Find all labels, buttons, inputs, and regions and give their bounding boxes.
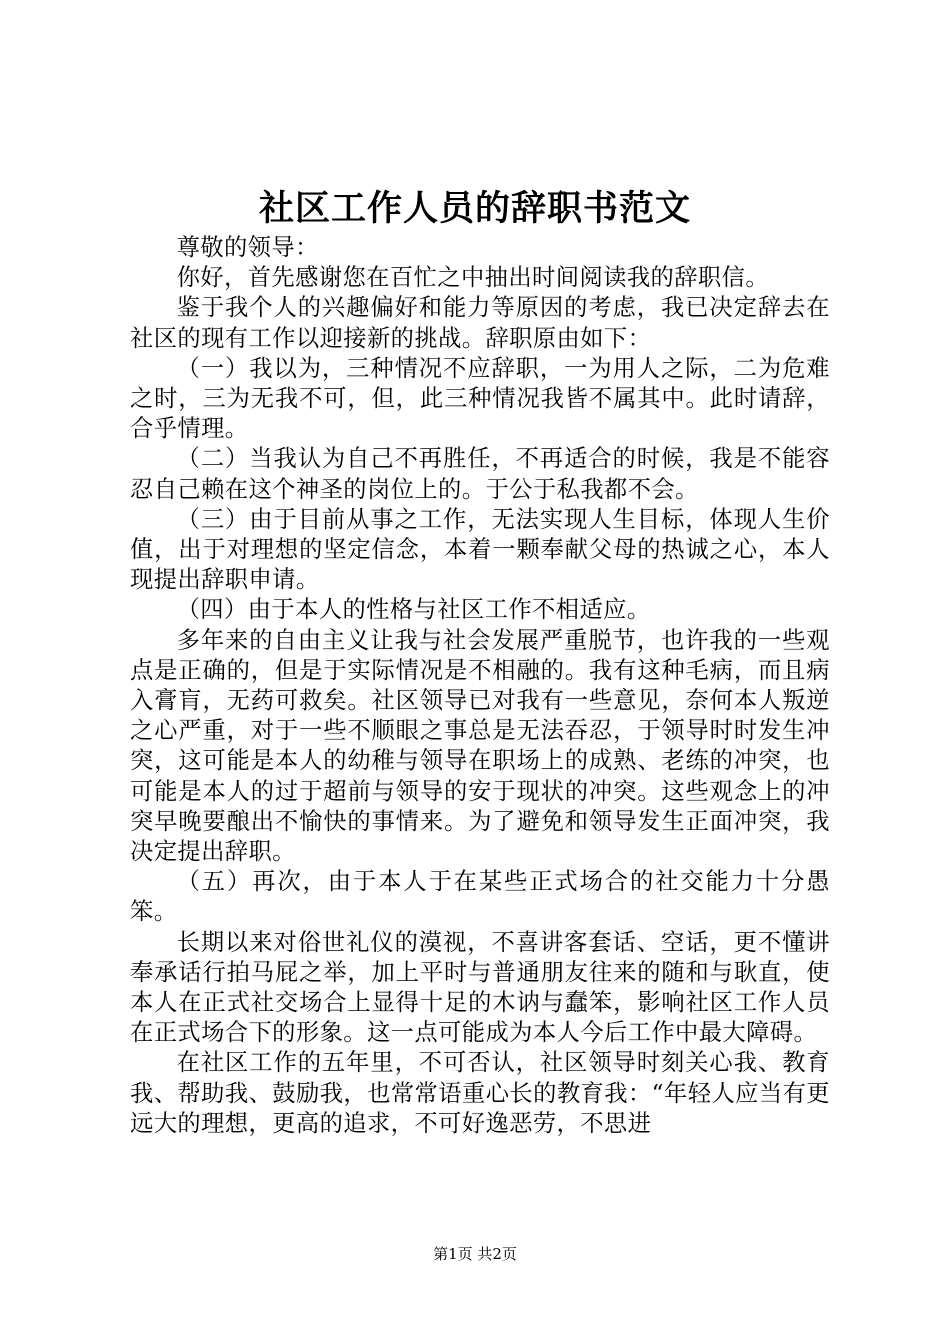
document-title: 社区工作人员的辞职书范文	[258, 188, 691, 229]
paragraph-reason-2: （二）当我认为自己不再胜任，不再适合的时候，我是不能容忍自己赖在这个神圣的岗位上的。于公于私我都不会。	[130, 445, 830, 503]
paragraph-intro: 鉴于我个人的兴趣偏好和能力等原因的考虑，我已决定辞去在社区的现有工作以迎接新的挑战。辞职原由如下：	[130, 294, 830, 352]
paragraph-reason-3: （三）由于目前从事之工作，无法实现人生目标，体现人生价值，出于对理想的坚定信念，本着一颗奉献父母的热诚之心，本人现提出辞职申请。	[130, 505, 830, 594]
paragraph-reason-1: （一）我以为，三种情况不应辞职，一为用人之际，二为危难之时，三为无我不可，但，此三种情况我皆不属其中。此时请辞，合乎情理。	[130, 354, 830, 443]
paragraph-reason-5: （五）再次，由于本人于在某些正式场合的社交能力十分愚笨。	[130, 868, 830, 926]
paragraph-reason-5-detail: 长期以来对俗世礼仪的漠视，不喜讲客套话、空话，更不懂讲奉承话行拍马屁之举，加上平时与普通朋友往来的随和与耿直，使本人在正式社交场合上显得十足的木讷与蠢笨，影响社区工作人员在正式场合下的形象。这一点可能成为本人今后工作中最大障碍。	[130, 928, 830, 1047]
paragraph-reason-4: （四）由于本人的性格与社区工作不相适应。	[176, 596, 651, 624]
page-footer: 第1页 共2页	[433, 1245, 517, 1263]
paragraph-five-years: 在社区工作的五年里，不可否认，社区领导时刻关心我、教育我、帮助我、鼓励我，也常常语重心长的教育我：“年轻人应当有更远大的理想，更高的追求，不可好逸恶劳，不思进	[130, 1049, 830, 1137]
paragraph-reason-4-detail: 多年来的自由主义让我与社会发展严重脱节，也许我的一些观点是正确的，但是于实际情况是不相融的。我有这种毛病，而且病入膏肓，无药可救矣。社区领导已对我有一些意见，奈何本人叛逆之心严重，对于一些不顺眼之事总是无法吞忍，于领导时时发生冲突，这可能是本人的幼稚与领导在职场上的成熟、老练的冲突，也可能是本人的过于超前与领导的安于现状的冲突。这些观念上的冲突早晚要酿出不愉快的事情来。为了避免和领导发生正面冲突，我决定提出辞职。	[130, 626, 830, 866]
paragraph-greeting: 你好，首先感谢您在百忙之中抽出时间阅读我的辞职信。	[176, 264, 770, 292]
paragraph-salutation: 尊敬的领导：	[176, 234, 319, 261]
document-body	[130, 233, 830, 1139]
